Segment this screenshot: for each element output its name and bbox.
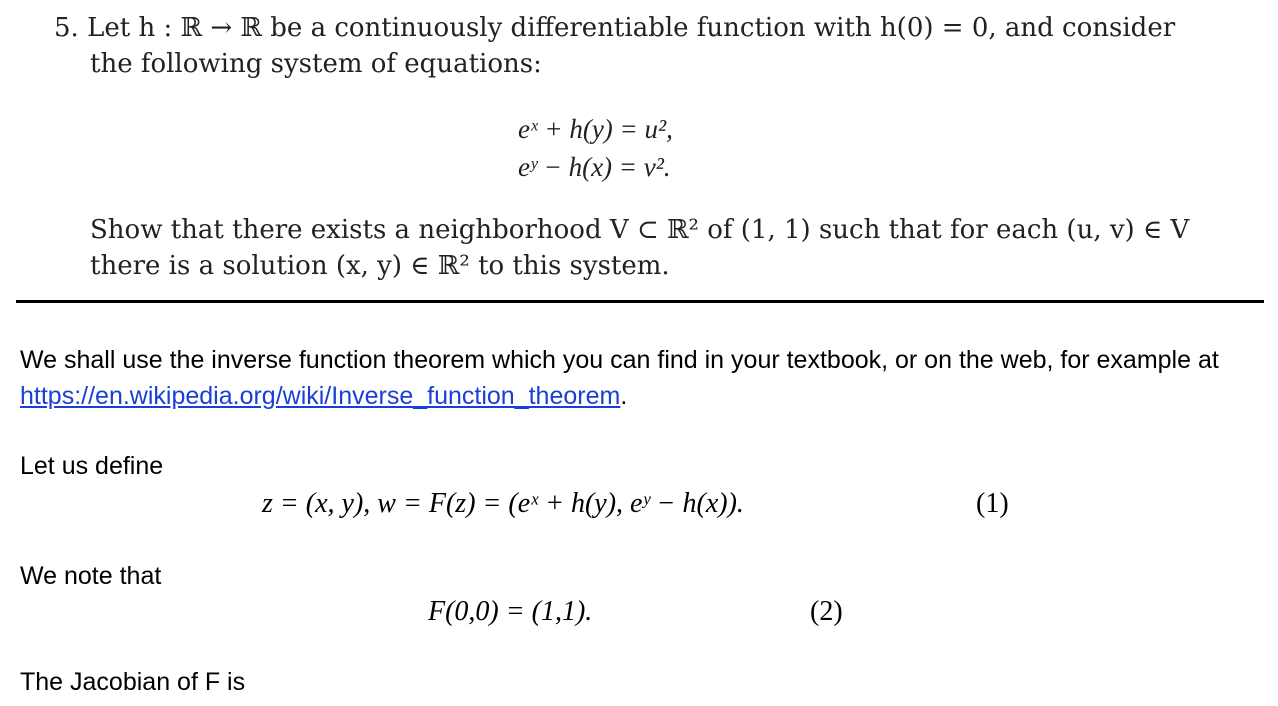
show-line-2: there is a solution (x, y) ∈ ℝ² to this system. [90, 251, 670, 281]
wikipedia-link[interactable]: https://en.wikipedia.org/wiki/Inverse_function_theorem [20, 382, 621, 410]
system-of-equations [518, 110, 673, 186]
note-label: We note that [20, 562, 162, 590]
define-label: Let us define [20, 452, 164, 480]
problem-line-2: the following system of equations: [90, 49, 542, 79]
equation-2: F(0,0) = (1,1). [428, 596, 593, 627]
problem-number: 5. [54, 13, 79, 43]
intro-end: . [620, 382, 628, 410]
problem-line-1 [54, 10, 1234, 46]
system-equation-2: eʸ − h(x) = v². [518, 152, 671, 182]
problem-statement [54, 10, 1234, 82]
jacobian-label: The Jacobian of F is [20, 668, 246, 696]
equation-1: z = (x, y), w = F(z) = (eˣ + h(y), eʸ − h(x)). [262, 488, 744, 519]
intro-text: We shall use the inverse function theorem which you can find in your textbook, or on the web, for example at [20, 346, 1219, 374]
show-line-1: Show that there exists a neighborhood V ⊂ ℝ² of (1, 1) such that for each (u, v) ∈ V [90, 215, 1190, 245]
problem-line-1-text: Let h : ℝ → ℝ be a continuously differentiable function with h(0) = 0, and consider [87, 13, 1176, 43]
equation-1-number: (1) [976, 488, 1009, 519]
system-equation-1: eˣ + h(y) = u², [518, 114, 673, 144]
intro-paragraph [20, 342, 1260, 414]
equation-2-number: (2) [810, 596, 843, 627]
show-statement [90, 212, 1230, 284]
horizontal-divider [16, 300, 1264, 303]
